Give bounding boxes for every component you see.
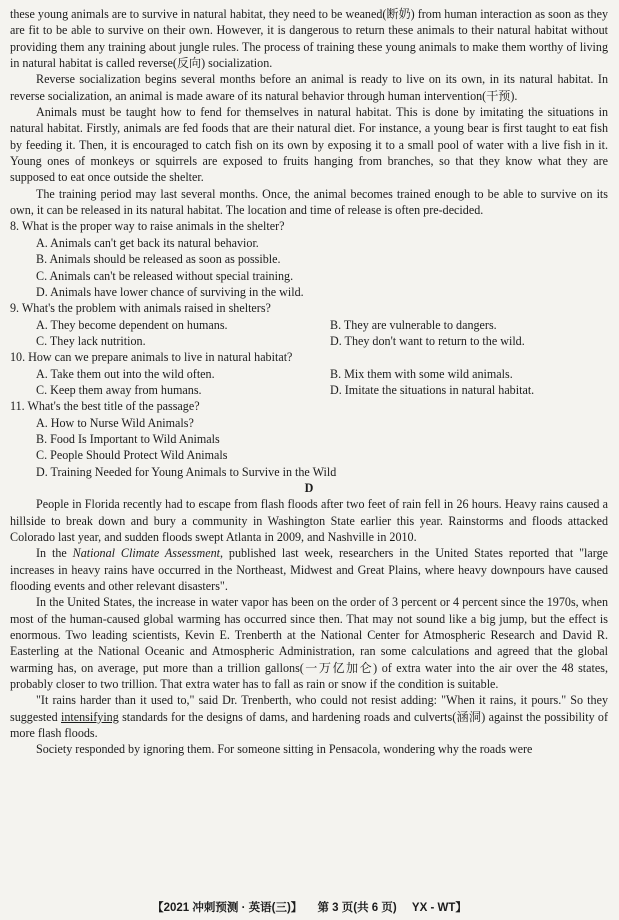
passage-d-paragraph-5: Society responded by ignoring them. For someone sitting in Pensacola, wondering why the roads were [36, 742, 533, 757]
question-11-option-a: A. How to Nurse Wild Animals? [36, 415, 194, 430]
question-11-option-d: D. Training Needed for Young Animals to Survive in the Wild [36, 464, 337, 479]
passage-d-paragraph-2 [10, 545, 608, 594]
section-heading-d: D [304, 480, 314, 495]
question-8-option-d: D. Animals have lower chance of surviving in the wild. [36, 284, 304, 299]
underlined-word: intensifying [61, 709, 119, 724]
question-9 [10, 300, 608, 349]
question-11-option-b: B. Food Is Important to Wild Animals [36, 431, 220, 446]
passage-c-paragraph-3: Animals must be taught how to fend for themselves in natural habitat. This is done by imitating the situations in natural habitat. Firstly, animals are fed foods that are their natural diet. For instance, a young bear is first taught to eat fish by feeding it. Then, it is encouraged to catch fish on its own by exposing it to a small pool of water with a live fish in it. Young ones of monkeys or squirrels are exposed to fruits hanging from branches, so that they know what they are supposed to eat once outside the shelter. [10, 105, 608, 185]
question-8-stem: 8. What is the proper way to raise animals in the shelter? [10, 219, 285, 234]
page-footer [0, 900, 619, 916]
passage-d-paragraph-4 [10, 692, 608, 741]
p2-text-a: In the [36, 546, 73, 561]
footer-code: YX - WT】 [411, 901, 467, 914]
question-8-option-a: A. Animals can't get back its natural behavior. [36, 235, 259, 250]
question-11-option-c: C. People Should Protect Wild Animals [36, 448, 228, 463]
p2-text-b: , published last week, researchers in the United States reported that "large increases in heavy rains have occurred in the Northeast, Midwest and Great Plains, where heavy downpours have caused flooding events and other relevant disasters". [10, 546, 609, 594]
question-9-option-c: C. They lack nutrition. [36, 333, 146, 348]
question-10-option-c: C. Keep them away from humans. [36, 382, 202, 397]
question-9-option-a: A. They become dependent on humans. [36, 317, 228, 332]
question-8-option-b: B. Animals should be released as soon as possible. [36, 252, 281, 267]
passage-c-paragraph-2: Reverse socialization begins several months before an animal is ready to live on its own, in its natural habitat. In reverse socialization, an animal is made aware of its natural behavior through human intervention(干预). [10, 72, 608, 103]
passage-d-paragraph-1: People in Florida recently had to escape from flash floods after two feet of rain fell in 26 hours. Heavy rains caused a hillside to break down and bury a community in Washington State earlier this year. Rainstorms and floods attacked Colorado last year, and sudden floods swept Atlanta in 2009, and Nashville in 2010. [10, 497, 608, 544]
question-11 [10, 398, 608, 480]
question-10-option-b: B. Mix them with some wild animals. [330, 366, 513, 381]
passage-d-paragraph-3: In the United States, the increase in water vapor has been on the order of 3 percent or 4 percent since the 1970s, when most of the human-caused global warming has occurred since then. That may not sound like a big jump, but the effect is enormous. Two leading scientists, Kevin E. Trenberth at the National Center for Atmospheric Research and David R. Easterling at the National Oceanic and Atmospheric Administration, ran some calculations and agreed that the global warming has, on average, put more than a trillion gallons(一万亿加仑) of extra water into the air over the 48 states, probably closer to two trillion. That extra water has to fall as rain or snow if the condition is suitable. [10, 595, 608, 692]
footer-exam-title: 【2021 冲刺预测 · 英语(三)】 [152, 901, 303, 914]
report-title: National Climate Assessment [72, 546, 220, 561]
question-10-option-d: D. Imitate the situations in natural habitat. [330, 382, 535, 397]
question-8-option-c: C. Animals can't be released without special training. [36, 268, 294, 283]
question-8 [10, 218, 608, 300]
question-11-stem: 11. What's the best title of the passage? [10, 399, 200, 414]
p4-text-b: standards for the designs of dams, and hardening roads and culverts(涵洞) against the possibility of more flash floods. [10, 709, 608, 741]
question-9-option-d: D. They don't want to return to the wild. [330, 333, 525, 348]
question-10-option-a: A. Take them out into the wild often. [36, 366, 215, 381]
p4-text-a: "It rains harder than it used to," said Dr. Trenberth, who could not resist adding: "When it rains, it pours." So they suggested [10, 693, 608, 724]
footer-page-number: 第 3 页(共 6 页) [317, 901, 397, 914]
question-9-stem: 9. What's the problem with animals raised in shelters? [10, 301, 271, 316]
passage-c-paragraph-1: these young animals are to survive in natural habitat, they need to be weaned(断奶) from human interaction as soon as they are fit to be able to survive on their own. However, it is dangerous to return these animals to their natural habitat without providing them any training about jungle rules. The process of training these young animals to make them worthy of living in natural habitat is called reverse(反向) socialization. [10, 7, 608, 71]
question-10-stem: 10. How can we prepare animals to live in natural habitat? [10, 350, 293, 365]
passage-c-paragraph-4: The training period may last several months. Once, the animal becomes trained enough to be able to survive on its own, it can be released in its natural habitat. The location and time of release is often pre-decided. [10, 186, 608, 218]
question-9-option-b: B. They are vulnerable to dangers. [330, 317, 497, 332]
question-10 [10, 349, 608, 398]
